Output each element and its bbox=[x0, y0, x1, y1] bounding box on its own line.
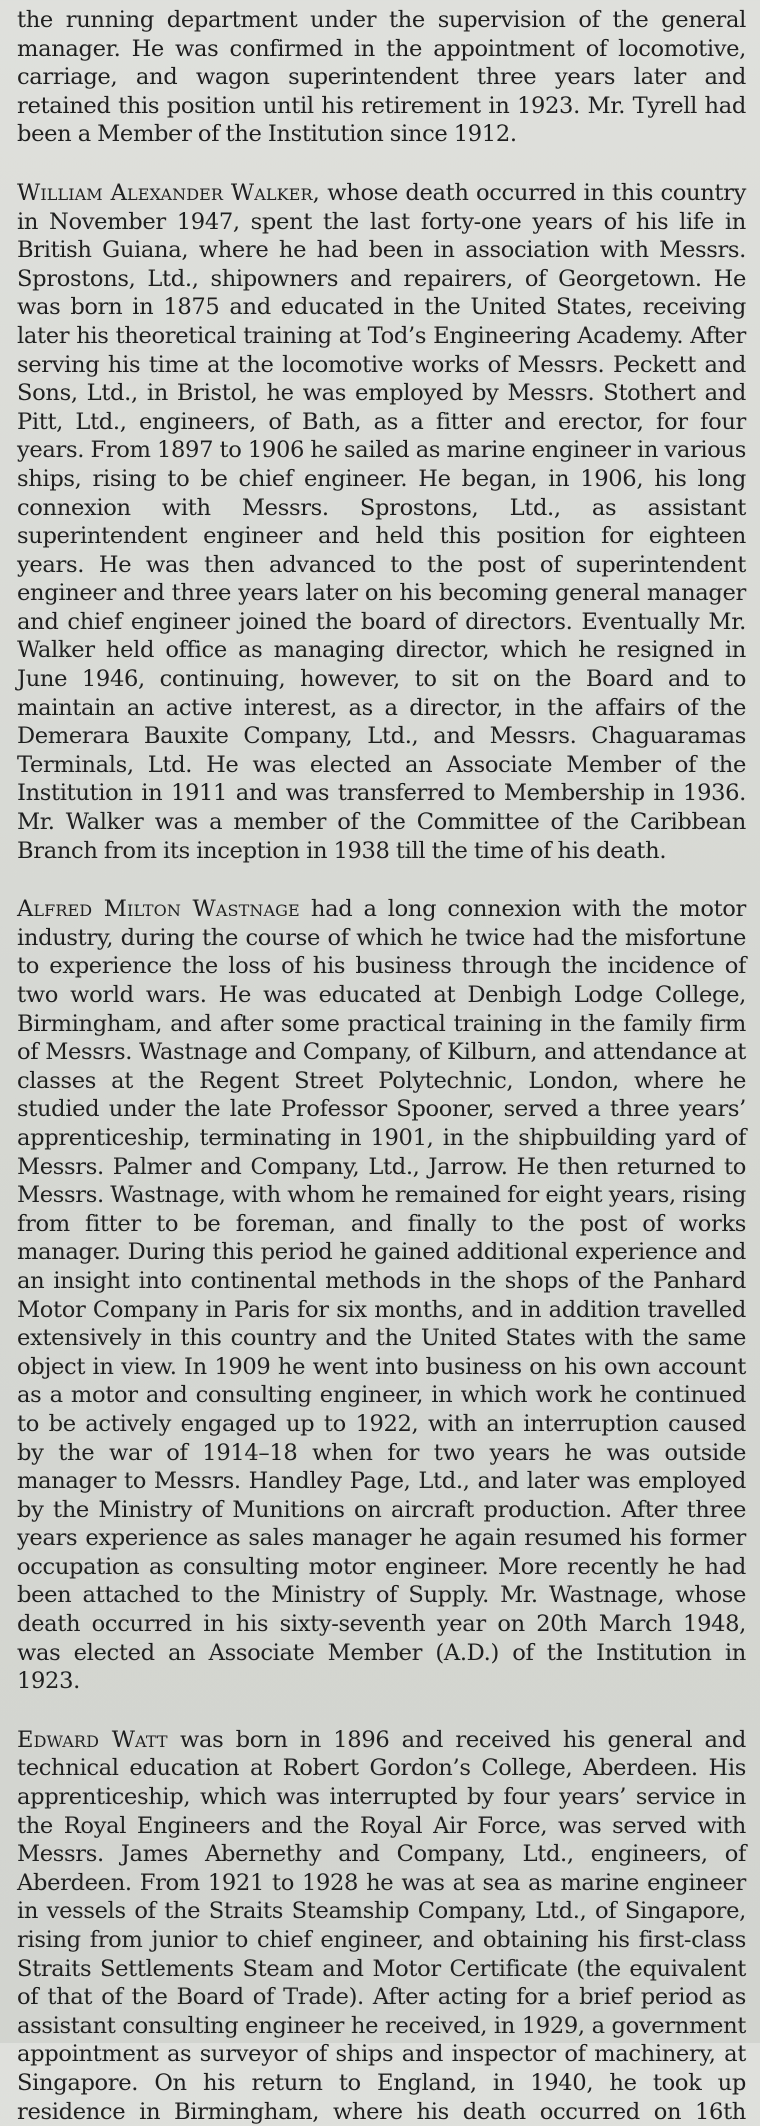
obituary-paragraph-tyrell-continued bbox=[17, 6, 746, 149]
obituary-paragraph-walker bbox=[17, 179, 746, 865]
paragraph-text: whose death occurred in this country in November 1947, spent the last forty-one years of his life in British Guiana, where he had been in association with Messrs. Sprostons, Ltd., shipowners and repairers, of Georgetown. He was born in 1875 and educated in the United States, receiving later his theoretical training at Tod’s Engineering Academy. After serving his time at the locomotive works of Messrs. Peckett and Sons, Ltd., in Bristol, he was employed by Messrs. Stothert and Pitt, Ltd., engineers, of Bath, as a fitter and erector, for four years. From 1897 to 1906 he sailed as marine engineer in various ships, rising to be chief engineer. He began, in 1906, his long connexion with Messrs. Sprostons, Ltd., as assistant superintendent engineer and held this position for eighteen years. He was then advanced to the post of superintendent engineer and three years later on his becoming general manager and chief engineer joined the board of directors. Eventually Mr. Walker held office as managing director, which he resigned in June 1946, continuing, however, to sit on the Board and to maintain an active interest, as a director, in the affairs of the Demerara Bauxite Company, Ltd., and Messrs. Chaguaramas Terminals, Ltd. He was elected an Associate Member of the Institution in 1911 and was transferred to Membership in 1936. Mr. Walker was a member of the Committee of the Caribbean Branch from its inception in 1938 till the time of his death. bbox=[17, 179, 746, 864]
obituary-paragraph-wastnage bbox=[17, 895, 746, 1696]
paragraph-text: the running department under the supervision of the general manager. He was confirmed in the appointment of locomotive, carriage, and wagon superintendent three years later and retained this position until his retirement in 1923. Mr. Tyrell had been a Member of the Institution since 1912. bbox=[17, 7, 746, 148]
person-name: Alfred Milton Wastnage bbox=[17, 896, 300, 923]
person-name: Edward Watt bbox=[17, 1726, 168, 1753]
person-name: William Alexander Walker, bbox=[17, 179, 320, 206]
paragraph-text: had a long connexion with the motor industry, during the course of which he twice had the misfortune to experience the loss of his business through the incidence of two world wars. He was educated at Denbigh Lodge College, Birmingham, and after some practical training in the family firm of Messrs. Wastnage and Company, of Kilburn, and attendance at classes at the Regent Street Polytechnic, London, where he studied under the late Professor Spooner, served a three years’ apprenticeship, terminating in 1901, in the shipbuilding yard of Messrs. Palmer and Company, Ltd., Jarrow. He then returned to Messrs. Wastnage, with whom he remained for eight years, rising from fitter to be foreman, and finally to the post of works manager. During this period he gained additional experience and an insight into continental methods in the shops of the Panhard Motor Company in Paris for six months, and in addition travelled extensively in this country and the United States with the same object in view. In 1909 he went into business on his own account as a motor and consulting engineer, in which work he continued to be actively engaged up to 1922, with an interruption caused by the war of 1914–18 when for two years he was outside manager to Messrs. Handley Page, Ltd., and later was employed by the Ministry of Munitions on aircraft production. After three years experience as sales manager he again resumed his former occupation as consulting motor engineer. More recently he had been attached to the Ministry of Supply. Mr. Wastnage, whose death occurred in his sixty-seventh year on 20th March 1948, was elected an Associate Member (A.D.) of the Institution in 1923. bbox=[17, 896, 746, 1695]
obituary-paragraph-watt bbox=[17, 1726, 746, 2126]
paragraph-text: was born in 1896 and received his general and technical education at Robert Gordon’s College, Aberdeen. His apprenticeship, which was interrupted by four years’ service in the Royal Engineers and the Royal Air Force, was served with Messrs. James Abernethy and Company, Ltd., engineers, of Aberdeen. From 1921 to 1928 he was at sea as marine engineer in vessels of the Straits Steamship Company, Ltd., of Singapore, rising from junior to chief engineer, and obtaining his first-class Straits Settlements Steam and Motor Certificate (the equivalent of that of the Board of Trade). After acting for a brief period as assistant consulting engineer he received, in 1929, a government appointment as surveyor of ships and inspector of machinery, at Singapore. On his return to England, in 1940, he took up residence in Birmingham, where his death occurred on 16th bbox=[17, 1726, 746, 2125]
